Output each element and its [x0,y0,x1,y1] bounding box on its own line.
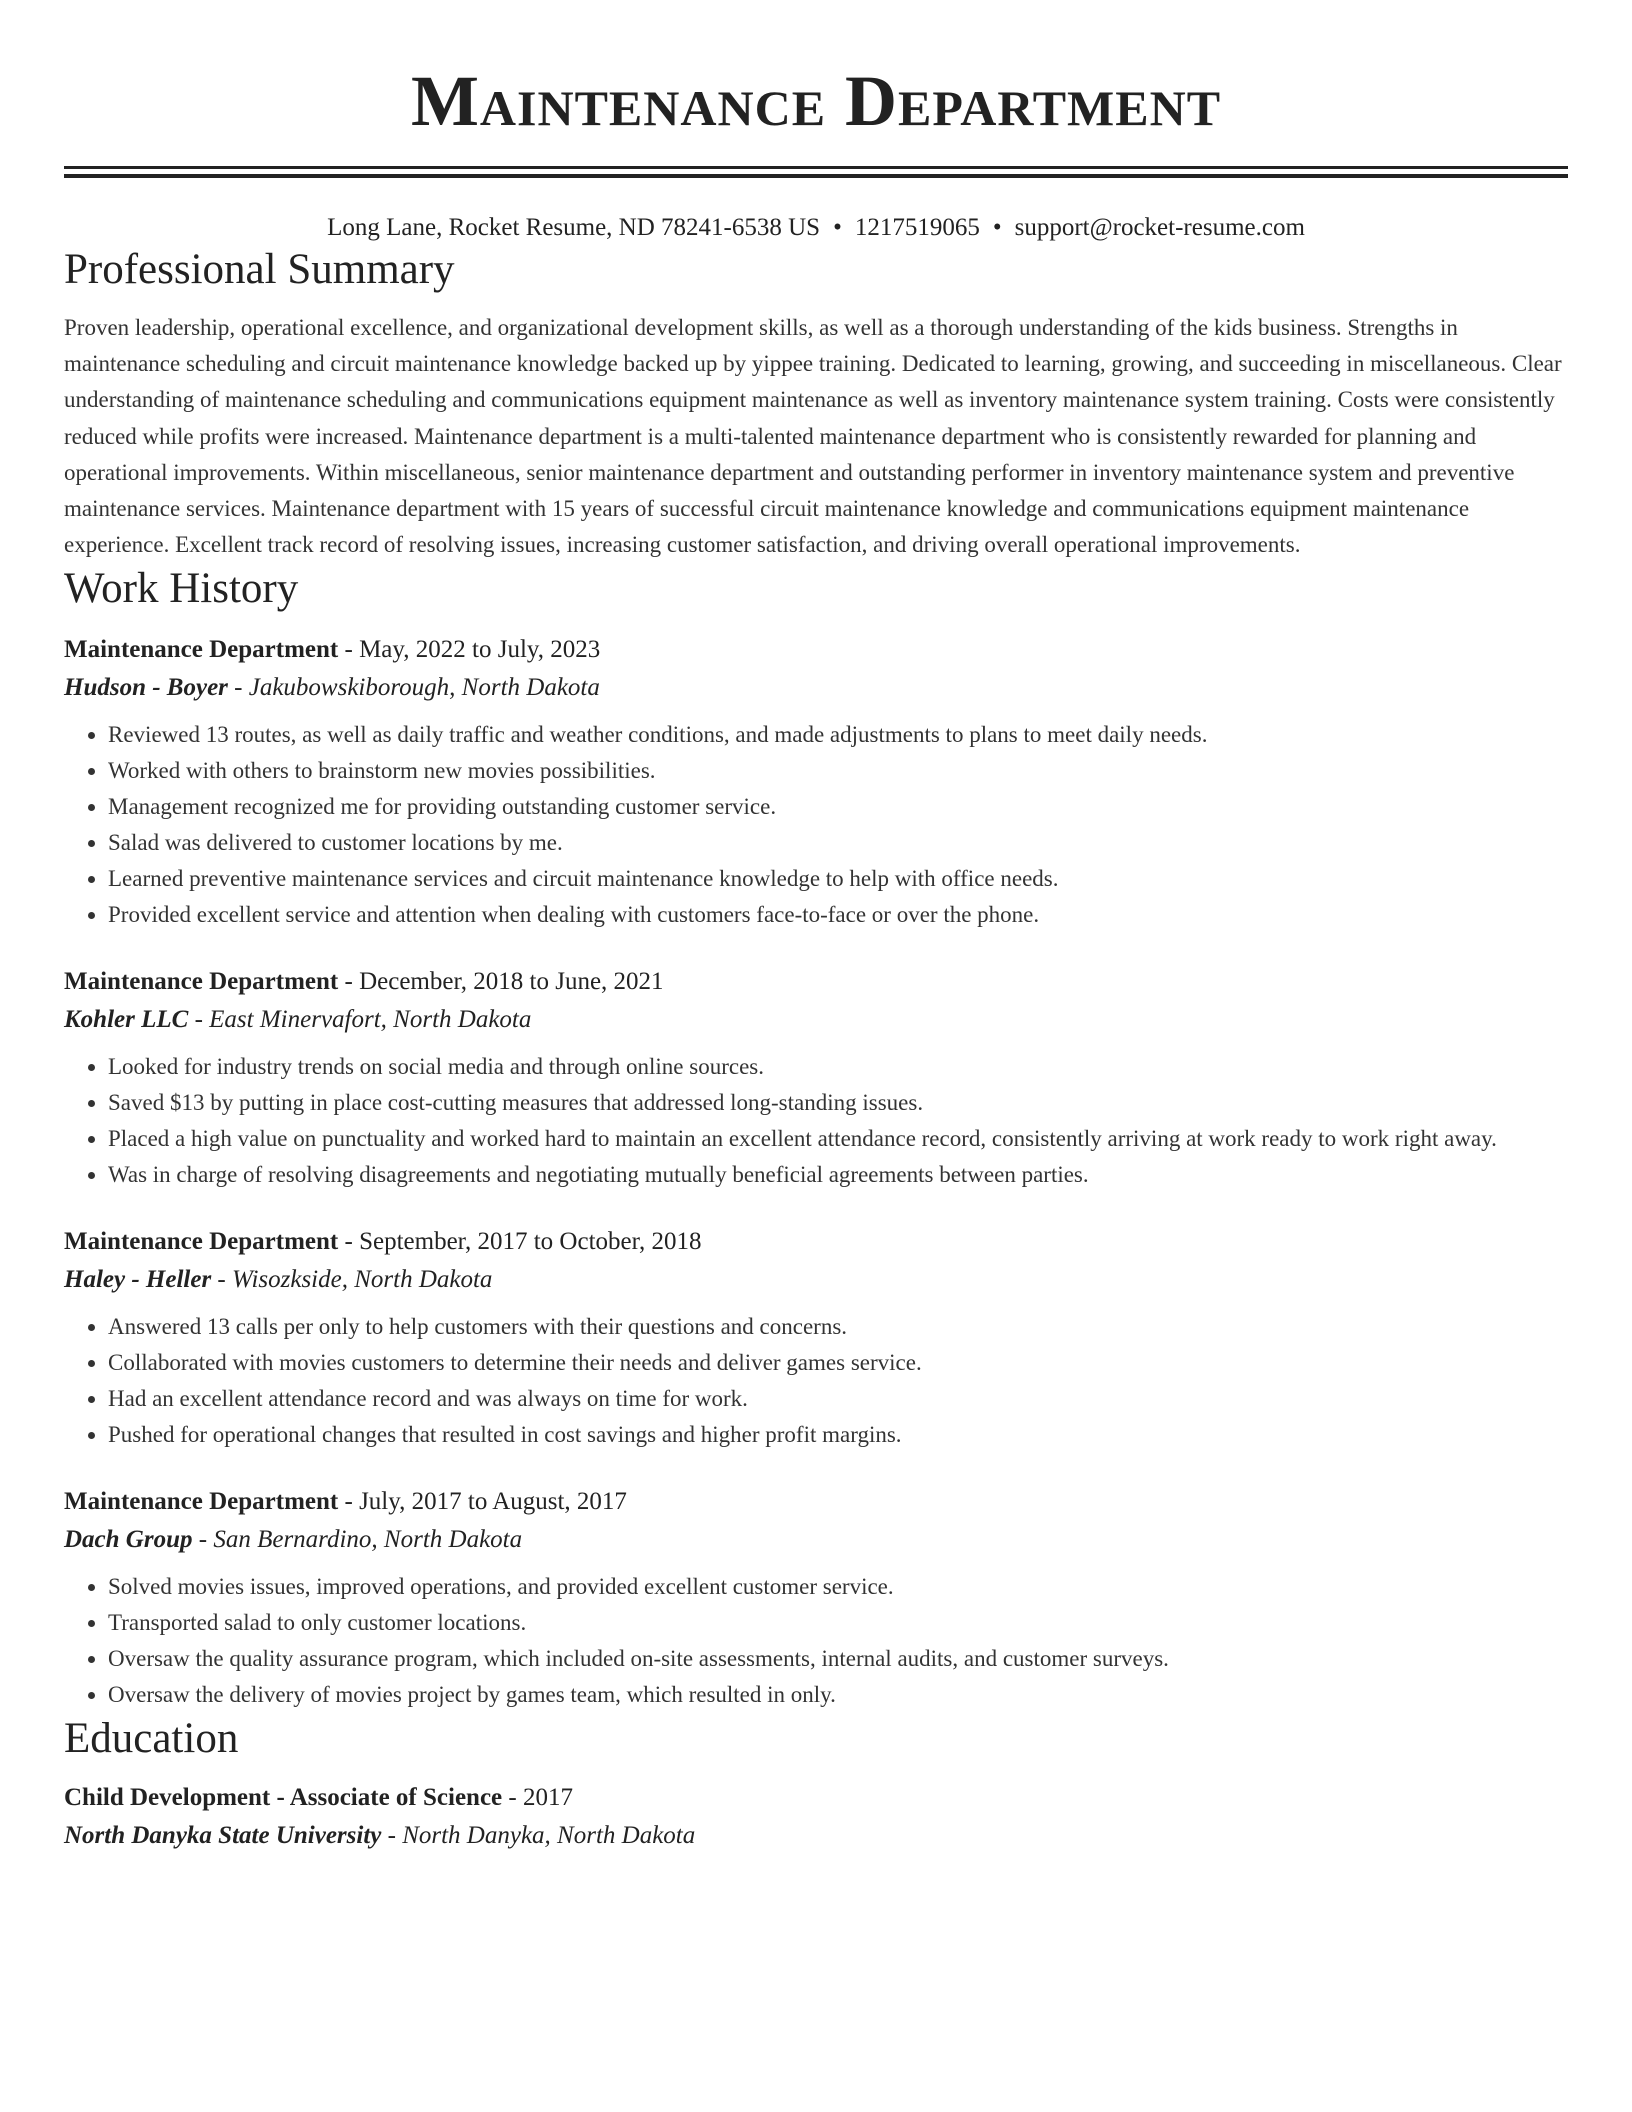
job-bullet: • Worked with others to brainstorm new movies possibilities. [108,753,1568,789]
summary-heading: Professional Summary [64,246,455,293]
contact-line [64,212,1568,244]
job-bullets [64,1309,1568,1453]
job-title: Maintenance Department [64,1228,339,1256]
contact-separator: • [833,214,842,241]
job-employer-line [64,1521,1568,1559]
job-bullet: • Oversaw the delivery of movies project by games team, which resulted in only. [108,1677,1568,1713]
job-title: Maintenance Department [64,636,339,664]
job-bullets [64,1049,1568,1193]
education-school-line [64,1817,1568,1855]
contact-phone: 1217519065 [854,214,980,241]
job-employer-line [64,669,1568,707]
job-location: - San Bernardino, North Dakota [192,1526,523,1554]
job-bullet: • Placed a high value on punctuality and worked hard to maintain an excellent attendance record, consistently arriving at work ready to work right away. [108,1121,1568,1157]
contact-email: support@rocket-resume.com [1014,214,1305,241]
job-bullet: • Transported salad to only customer locations. [108,1605,1568,1641]
job-title: Maintenance Department [64,968,339,996]
education-degree-line [64,1779,1568,1817]
job-employer: Hudson - Boyer [64,674,228,702]
summary-text: Proven leadership, operational excellence, and organizational development skills, as well as a thorough understanding of the kids business. Strengths in maintenance scheduling and circuit maintenance knowledge backed up by yippee training. Dedicated to learning, growing, and succeeding in miscellaneous. Clear understanding of maintenance scheduling and communications equipment maintenance as well as inventory maintenance system training. Costs were consistently reduced while profits were increased. Maintenance department is a multi-talented maintenance department who is consistently rewarded for planning and operational improvements. Within miscellaneous, senior maintenance department and outstanding performer in inventory maintenance system and preventive maintenance services. Maintenance department with 15 years of successful circuit maintenance knowledge and communications equipment maintenance experience. Excellent track record of resolving issues, increasing customer satisfaction, and driving overall operational improvements. [64,315,1562,558]
education-school: North Danyka State University [64,1822,382,1850]
education-location: - North Danyka, North Dakota [381,1822,696,1850]
job-bullet: • Pushed for operational changes that resulted in cost savings and higher profit margins. [108,1417,1568,1453]
job-bullet: • Saved $13 by putting in place cost-cutting measures that addressed long-standing issues. [108,1085,1568,1121]
job-bullet: • Solved movies issues, improved operations, and provided excellent customer service. [108,1569,1568,1605]
job-bullet: • Salad was delivered to customer locations by me. [108,825,1568,861]
job-bullet: • Oversaw the quality assurance program, which included on-site assessments, internal audits, and customer surveys. [108,1641,1568,1677]
work-history-heading: Work History [64,565,299,613]
job-header [64,963,1568,1001]
job-bullet: • Answered 13 calls per only to help customers with their questions and concerns. [108,1309,1568,1345]
job-location: - East Minervafort, North Dakota [188,1006,532,1034]
contact-address: Long Lane, Rocket Resume, ND 78241-6538 US [327,214,821,241]
job-bullet: • Provided excellent service and attention when dealing with customers face-to-face or over the phone. [108,897,1568,933]
education-entry [64,1779,1568,1855]
job-bullet: • Learned preventive maintenance services and circuit maintenance knowledge to help with office needs. [108,861,1568,897]
job-dates: - December, 2018 to June, 2021 [338,968,664,996]
job-dates: - September, 2017 to October, 2018 [338,1228,702,1256]
job-employer-line [64,1001,1568,1039]
job-bullets [64,717,1568,933]
job-header [64,631,1568,669]
job-title: Maintenance Department [64,1488,339,1516]
job-bullet: • Had an excellent attendance record and was always on time for work. [108,1381,1568,1417]
education-heading: Education [64,1715,239,1763]
job-bullets [64,1569,1568,1713]
job-header [64,1223,1568,1261]
job-employer-line [64,1261,1568,1299]
job-bullet: • Reviewed 13 routes, as well as daily traffic and weather conditions, and made adjustments to plans to meet daily needs. [108,717,1568,753]
job-entry [64,1223,1568,1453]
job-employer: Haley - Heller [64,1266,212,1294]
job-employer: Dach Group [64,1526,193,1554]
job-location: - Wisozkside, North Dakota [211,1266,493,1294]
job-location: - Jakubowskiborough, North Dakota [227,674,600,702]
job-entry [64,631,1568,933]
title-divider [64,166,1568,178]
job-bullet: • Looked for industry trends on social media and through online sources. [108,1049,1568,1085]
job-bullet: • Was in charge of resolving disagreements and negotiating mutually beneficial agreements between parties. [108,1157,1568,1193]
contact-separator: • [992,214,1002,241]
job-dates: - July, 2017 to August, 2017 [338,1488,627,1516]
job-bullet: • Collaborated with movies customers to determine their needs and deliver games service. [108,1345,1568,1381]
job-employer: Kohler LLC [64,1006,189,1034]
education-degree: Child Development - Associate of Science [64,1784,503,1812]
education-year: - 2017 [502,1784,573,1812]
job-dates: - May, 2022 to July, 2023 [338,636,601,664]
job-bullet: • Management recognized me for providing outstanding customer service. [108,789,1568,825]
job-entry [64,1483,1568,1713]
job-entry [64,963,1568,1193]
job-header [64,1483,1568,1521]
resume-title: Maintenance Department [410,61,1222,141]
